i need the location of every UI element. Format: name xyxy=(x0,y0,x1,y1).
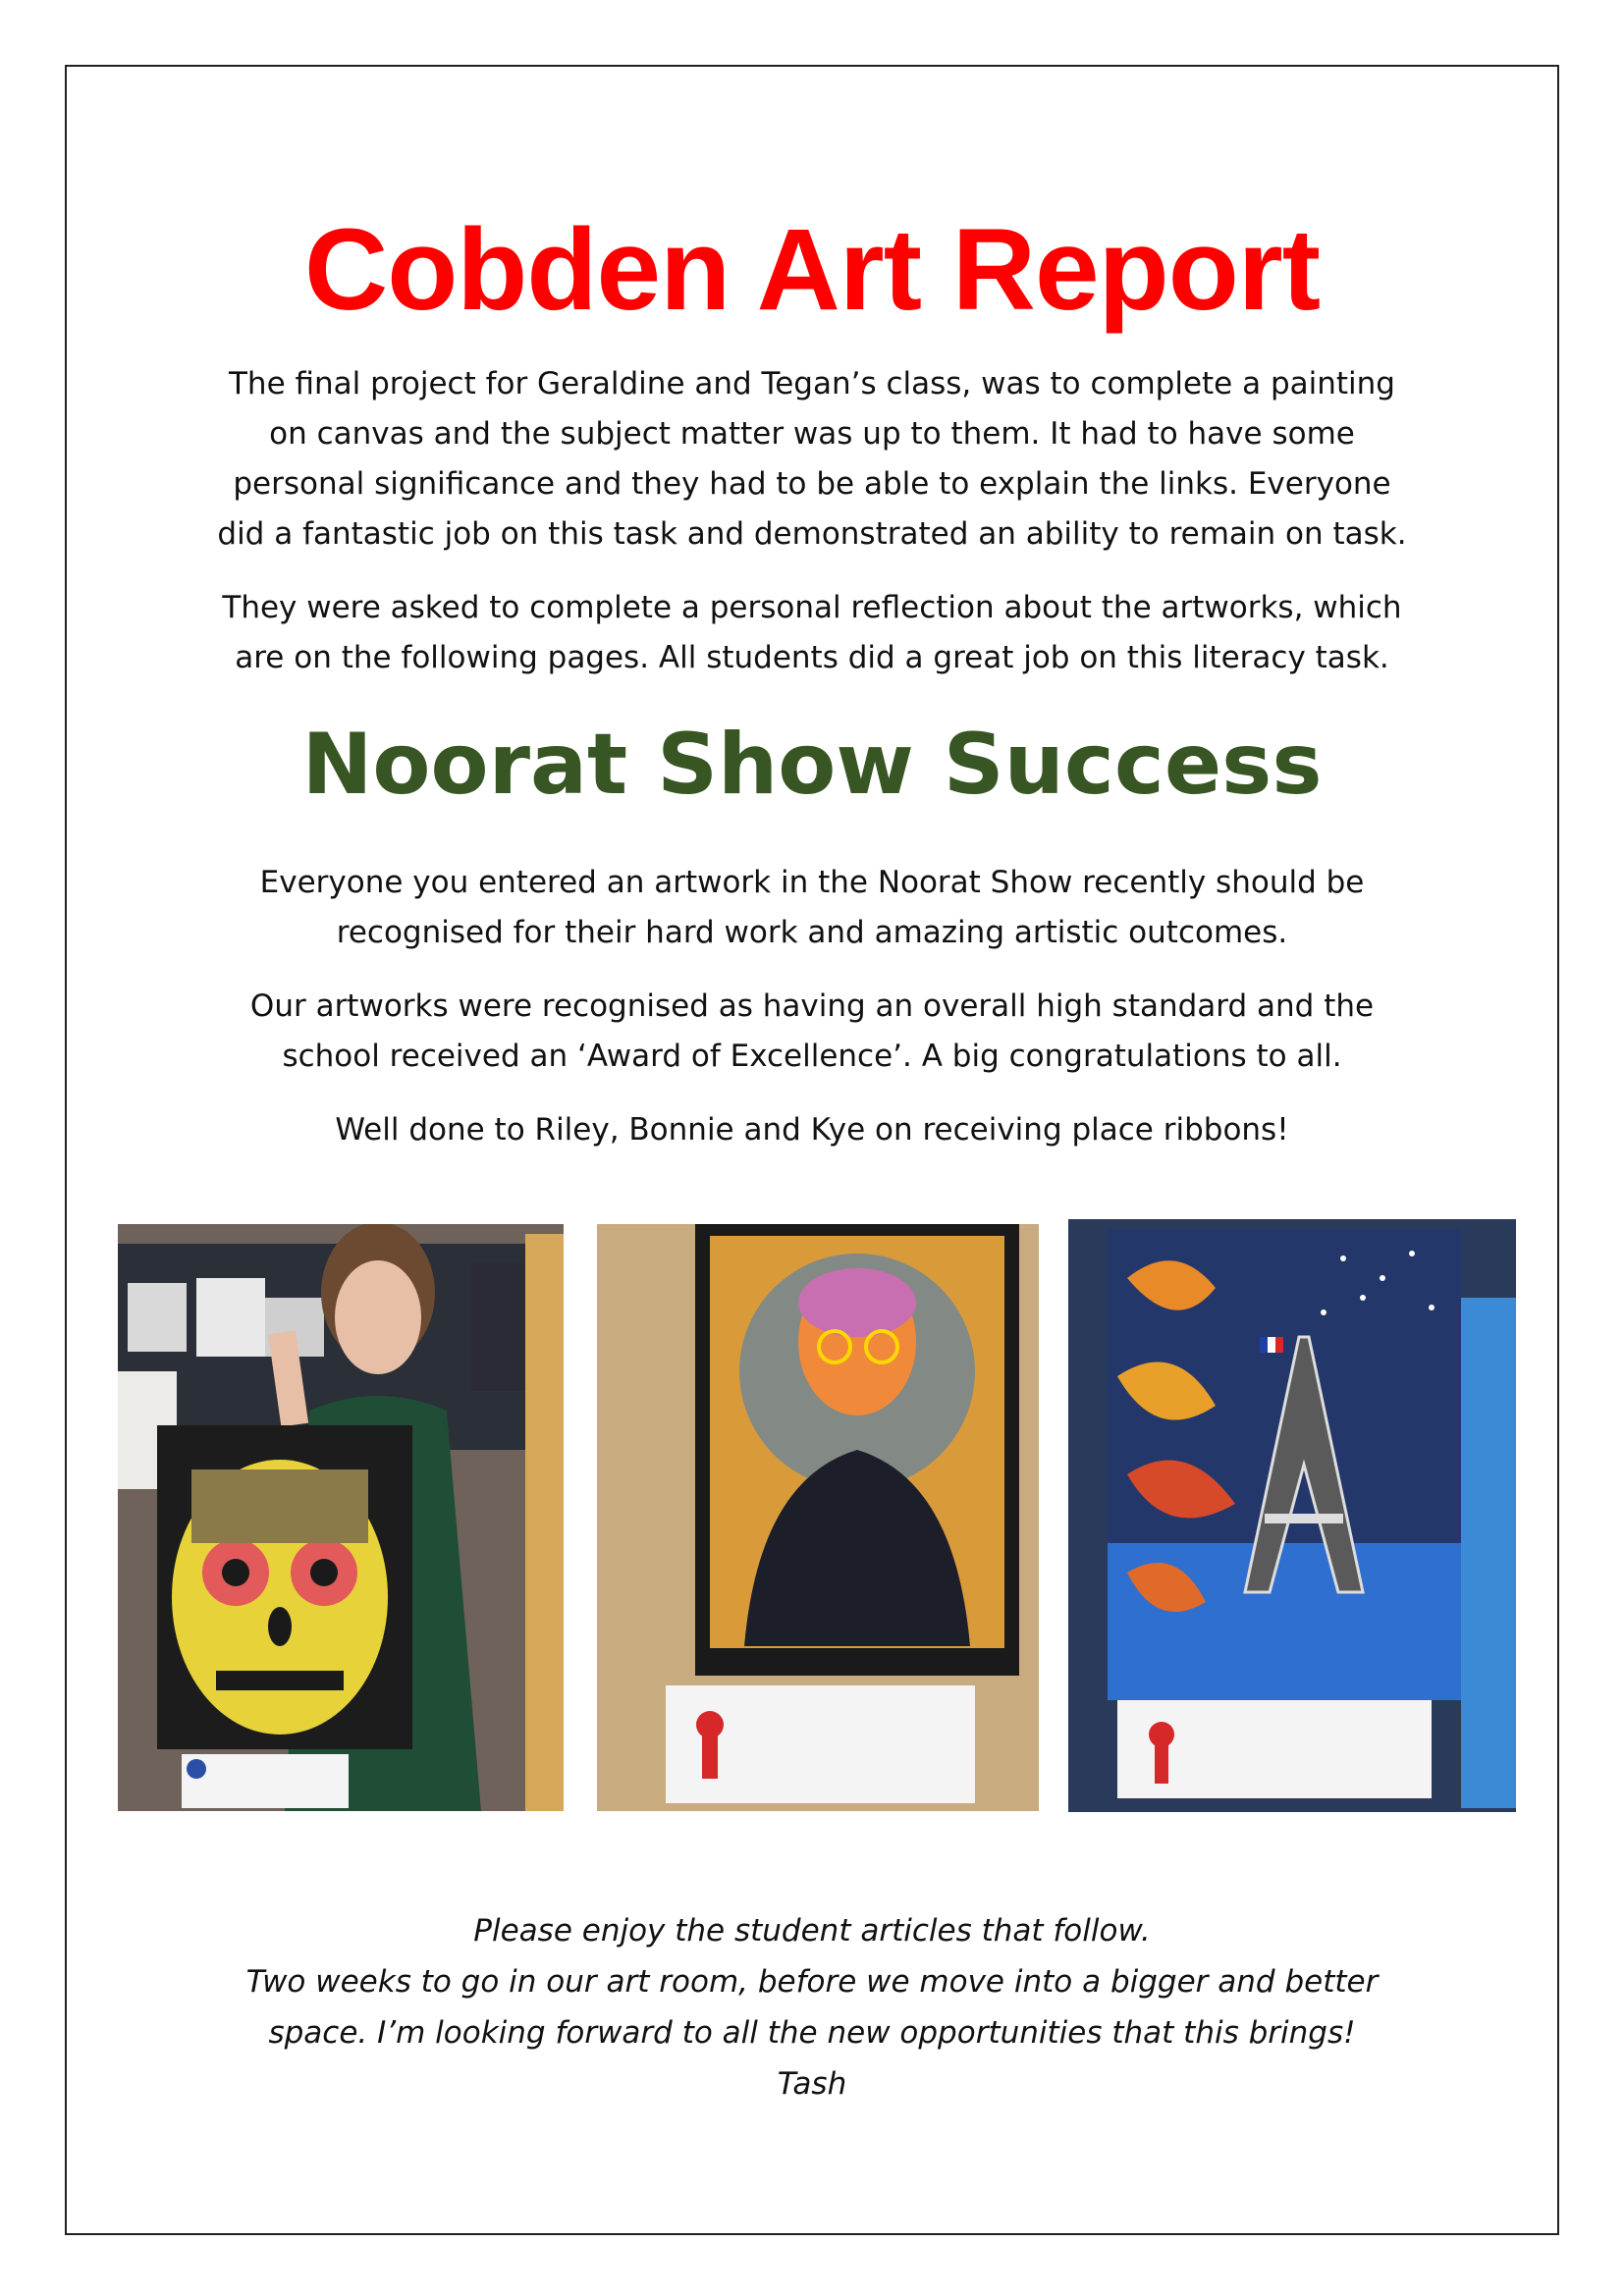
section-title: Noorat Show Success xyxy=(301,716,1323,814)
eiffel-tower-artwork-photo xyxy=(1068,1219,1516,1812)
skull-artwork-image xyxy=(118,1224,564,1811)
page-title: Cobden Art Report xyxy=(304,205,1320,335)
show-paragraph-1: Everyone you entered an artwork in the Noorat Show recently should be recognised for their hard work and amazing artistic outcomes. xyxy=(259,865,1365,950)
signature: Tash xyxy=(777,2066,847,2102)
intro-paragraph-2: They were asked to complete a personal reflection about the artworks, which are on the following pages. All students did a great job on this literacy task. xyxy=(222,590,1402,675)
closing-message xyxy=(212,1905,1412,2109)
portrait-artwork-photo xyxy=(597,1224,1039,1811)
closing-line-1: Please enjoy the student articles that follow. xyxy=(473,1913,1151,1949)
show-paragraph-3: Well done to Riley, Bonnie and Kye on receiving place ribbons! xyxy=(335,1112,1289,1148)
skull-artwork-photo xyxy=(118,1224,564,1811)
intro-text xyxy=(212,359,1412,683)
show-paragraph-2: Our artworks were recognised as having an overall high standard and the school received an ‘Award of Excellence’. A big congratulations to all. xyxy=(249,988,1375,1074)
show-text xyxy=(212,858,1412,1155)
intro-paragraph-1: The final project for Geraldine and Tegan’s class, was to complete a painting on canvas and the subject matter was up to them. It had to have some personal significance and they had to be able to explain the links. Everyone did a fantastic job on this task and demonstrated an ability to remain on task. xyxy=(217,366,1407,552)
portrait-artwork-image xyxy=(597,1224,1039,1811)
closing-line-2: Two weeks to go in our art room, before we move into a bigger and better space. I’m looking forward to all the new opportunities that this brings! xyxy=(245,1964,1379,2051)
eiffel-tower-artwork-image xyxy=(1068,1219,1516,1812)
page-content xyxy=(65,65,1559,2235)
